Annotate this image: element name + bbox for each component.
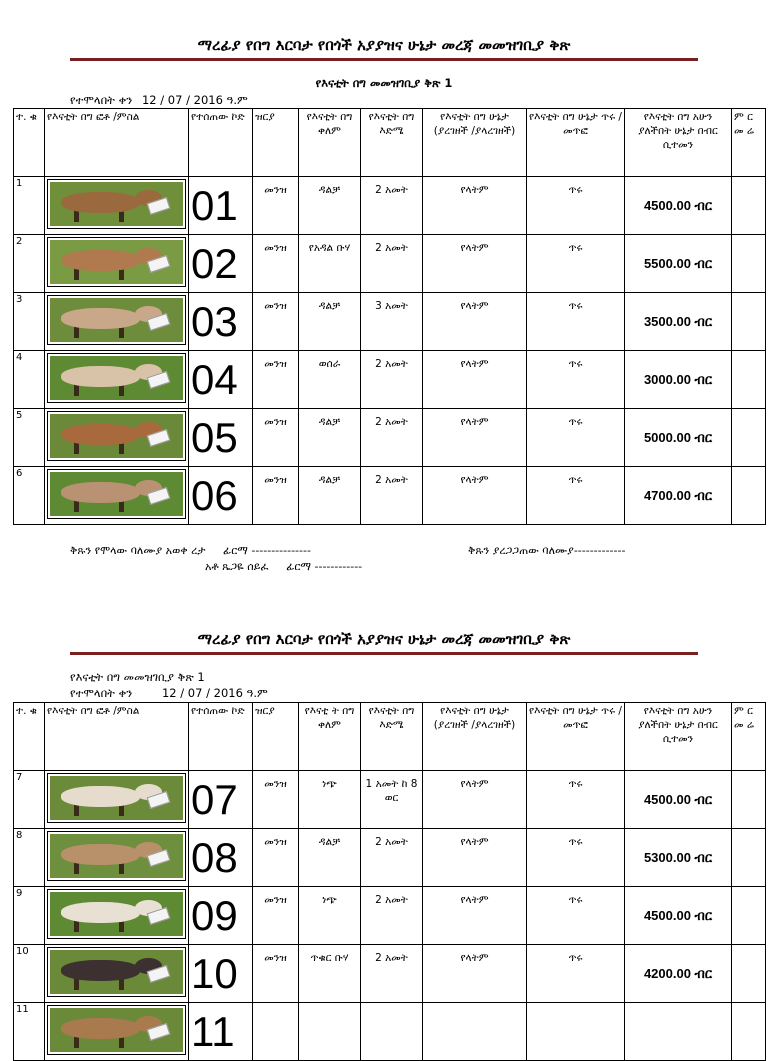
form-subtitle-2: የእናቲት በግ መመዝገቢያ ቅጽ 1 [70,670,205,684]
breed: መንዝ [253,293,299,351]
header-remark: ም ር መ ሬ [732,703,766,771]
remark-cell [732,235,766,293]
row-number: 9 [14,887,45,945]
sheep-image [50,472,183,516]
price-value: 5000.00 ብር [625,409,732,467]
sheep-photo-cell [45,771,189,829]
header-age: የእናቲት በግ እድሜ [361,109,423,177]
age: 2 አመት [361,177,423,235]
sheep-photo [47,353,186,403]
price-value [625,1003,732,1061]
second-signer-signature: ፊርማ ------------ [286,560,363,573]
header-health: የእናቲት በግ ሁኔታ ጥሩ /መጥፎ [527,703,625,771]
header-no: ተ. ቁ [14,703,45,771]
sheep-photo [47,469,186,519]
age: 2 አመት [361,829,423,887]
register-table-1 [13,108,766,525]
row-number: 5 [14,409,45,467]
breed: መንዝ [253,887,299,945]
checked-by-line: ቅጹን ያረጋጋጠው ባለሙያ------------- [468,544,626,557]
coat-color: ነጭ [299,887,361,945]
date-value: 12 / 07 / 2016 ዓ.ም [141,93,248,107]
sheep-code: 10 [189,945,253,1003]
price-value: 4500.00 ብር [625,177,732,235]
pregnancy-state: የላትም [423,945,527,1003]
coat-color: የአዳል ቡሃ [299,235,361,293]
remark-cell [732,771,766,829]
header-color: የእናቲት በግ ቀለም [299,109,361,177]
health-condition: ጥሩ [527,235,625,293]
breed: መንዝ [253,467,299,525]
age: 2 አመት [361,409,423,467]
filled-by-line [70,544,311,558]
second-signer-line [205,560,362,574]
sheep-image [50,240,183,284]
sheep-photo-cell [45,467,189,525]
row-number: 10 [14,945,45,1003]
filled-by-signature: ፊርማ --------------- [223,544,311,557]
sheep-image [50,356,183,400]
sheep-row [14,771,766,829]
sheep-code: 11 [189,1003,253,1061]
pregnancy-state: የላትም [423,409,527,467]
coat-color: ዳልቻ [299,293,361,351]
date-label: የተሞላበት ቀን [70,686,133,700]
header-no: ተ. ቁ [14,109,45,177]
sheep-row [14,351,766,409]
age: 2 አመት [361,467,423,525]
sheep-image [50,414,183,458]
row-number: 6 [14,467,45,525]
breed: መንዝ [253,945,299,1003]
pregnancy-state: የላትም [423,293,527,351]
header-health: የእናቲት በግ ሁኔታ ጥሩ /መጥፎ [527,109,625,177]
age [361,1003,423,1061]
sheep-code: 02 [189,235,253,293]
sheep-photo [47,237,186,287]
price-value: 5500.00 ብር [625,235,732,293]
sheep-image [50,892,183,936]
price-value: 5300.00 ብር [625,829,732,887]
title-rule-2 [70,652,698,655]
coat-color: ነጭ [299,771,361,829]
sheep-code: 09 [189,887,253,945]
health-condition: ጥሩ [527,467,625,525]
age: 2 አመት [361,945,423,1003]
sheep-photo-cell [45,235,189,293]
breed: መንዝ [253,771,299,829]
form-subtitle-1: የእናቲት በግ መመዝገቢያ ቅጽ 1 [315,76,453,90]
coat-color [299,1003,361,1061]
coat-color: ዳልቻ [299,177,361,235]
sheep-code: 06 [189,467,253,525]
price-value: 4700.00 ብር [625,467,732,525]
pregnancy-state: የላትም [423,467,527,525]
pregnancy-state: የላትም [423,177,527,235]
remark-cell [732,829,766,887]
sheep-row [14,293,766,351]
row-number: 7 [14,771,45,829]
breed: መንዝ [253,409,299,467]
breed: መንዝ [253,829,299,887]
header-code: የተሰጠው ኮድ [189,703,253,771]
sheep-code: 07 [189,771,253,829]
sheep-image [50,834,183,878]
price-value: 4200.00 ብር [625,945,732,1003]
breed [253,1003,299,1061]
header-breed: ዝርያ [253,109,299,177]
date-line-2 [70,686,268,701]
age: 2 አመት [361,351,423,409]
health-condition: ጥሩ [527,177,625,235]
health-condition [527,1003,625,1061]
sheep-photo-cell [45,409,189,467]
sheep-photo [47,179,186,229]
sheep-photo-cell [45,887,189,945]
date-label: የተሞላበት ቀን [70,93,133,107]
sheep-row [14,887,766,945]
header-state: የእናቲት በግ ሁኔታ (ያረገዘች /ያላረገዘች) [423,703,527,771]
breed: መንዝ [253,177,299,235]
coat-color: ዳልቻ [299,409,361,467]
sheep-image [50,950,183,994]
header-row [14,109,766,177]
coat-color: ወሰራ [299,351,361,409]
sheep-photo [47,889,186,939]
sheep-photo-cell [45,1003,189,1061]
sheep-image [50,776,183,820]
header-row [14,703,766,771]
age: 2 አመት [361,235,423,293]
remark-cell [732,467,766,525]
doc-title-1: ማረፊያ የበግ እርባታ የበጎች አያያዝና ሁኔታ መረጃ መመዝገቢያ ቅጽ [197,36,571,54]
sheep-code: 05 [189,409,253,467]
row-number: 3 [14,293,45,351]
header-age: የእናቲት በግ እድሜ [361,703,423,771]
health-condition: ጥሩ [527,829,625,887]
row-number: 4 [14,351,45,409]
sheep-photo [47,947,186,997]
sheep-photo [47,1005,186,1055]
header-price: የእናቲት በግ አሁን ያለችበት ሁኔታ በብር ሲተመን [625,109,732,177]
sheep-photo-cell [45,293,189,351]
health-condition: ጥሩ [527,351,625,409]
sheep-photo [47,831,186,881]
row-number: 1 [14,177,45,235]
sheep-row [14,409,766,467]
second-signer-name: አቶ ጼጋዬ ሰይፈ [205,560,269,573]
remark-cell [732,945,766,1003]
health-condition: ጥሩ [527,771,625,829]
price-value: 3000.00 ብር [625,351,732,409]
remark-cell [732,177,766,235]
sheep-row [14,235,766,293]
doc-title-2: ማረፊያ የበግ እርባታ የበጎች አያያዝና ሁኔታ መረጃ መመዝገቢያ ቅጽ [197,630,571,648]
age: 3 አመት [361,293,423,351]
remark-cell [732,409,766,467]
filled-by-label: ቅጹን የሞላው ባለሙያ አወቀ ረታ [70,544,206,557]
price-value: 4500.00 ብር [625,887,732,945]
sheep-photo-cell [45,829,189,887]
sheep-code: 08 [189,829,253,887]
pregnancy-state: የላትም [423,235,527,293]
sheep-photo [47,773,186,823]
age: 1 አመት ከ 8 ወር [361,771,423,829]
coat-color: ዳልቻ [299,829,361,887]
date-value: 12 / 07 / 2016 ዓ.ም [161,686,268,700]
health-condition: ጥሩ [527,945,625,1003]
sheep-photo-cell [45,351,189,409]
header-code: የተሰጠው ኮድ [189,109,253,177]
breed: መንዝ [253,235,299,293]
sheep-photo-cell [45,945,189,1003]
health-condition: ጥሩ [527,409,625,467]
pregnancy-state: የላትም [423,351,527,409]
pregnancy-state: የላትም [423,771,527,829]
sheep-code: 04 [189,351,253,409]
header-color: የእናቲ ት በግ ቀለም [299,703,361,771]
price-value: 3500.00 ብር [625,293,732,351]
header-remark: ም ር መ ሬ [732,109,766,177]
title-rule-1 [70,58,698,61]
sheep-row [14,467,766,525]
header-photo: የእናቲት በግ ፎቶ /ምስል [45,109,189,177]
remark-cell [732,351,766,409]
row-number: 8 [14,829,45,887]
sheep-code: 03 [189,293,253,351]
breed: መንዝ [253,351,299,409]
coat-color: ዳልቻ [299,467,361,525]
remark-cell [732,887,766,945]
sheep-photo [47,295,186,345]
health-condition: ጥሩ [527,293,625,351]
pregnancy-state [423,1003,527,1061]
sheep-code: 01 [189,177,253,235]
remark-cell [732,1003,766,1061]
sheep-image [50,182,183,226]
row-number: 11 [14,1003,45,1061]
remark-cell [732,293,766,351]
header-price: የእናቲት በግ አሁን ያለችበት ሁኔታ በብር ሲተመን [625,703,732,771]
pregnancy-state: የላትም [423,887,527,945]
price-value: 4500.00 ብር [625,771,732,829]
coat-color: ጥቁር ቡሃ [299,945,361,1003]
health-condition: ጥሩ [527,887,625,945]
sheep-image [50,1008,183,1052]
age: 2 አመት [361,887,423,945]
register-table-2 [13,702,766,1061]
sheep-row [14,177,766,235]
header-photo: የእናቲት በግ ፎቶ /ምስል [45,703,189,771]
sheep-image [50,298,183,342]
date-line-1 [70,93,248,108]
row-number: 2 [14,235,45,293]
sheep-row [14,945,766,1003]
sheep-photo [47,411,186,461]
header-breed: ዝርያ [253,703,299,771]
header-state: የእናቲት በግ ሁኔታ (ያረገዘች /ያላረገዘች) [423,109,527,177]
sheep-photo-cell [45,177,189,235]
sheep-row [14,829,766,887]
pregnancy-state: የላትም [423,829,527,887]
sheep-row [14,1003,766,1061]
